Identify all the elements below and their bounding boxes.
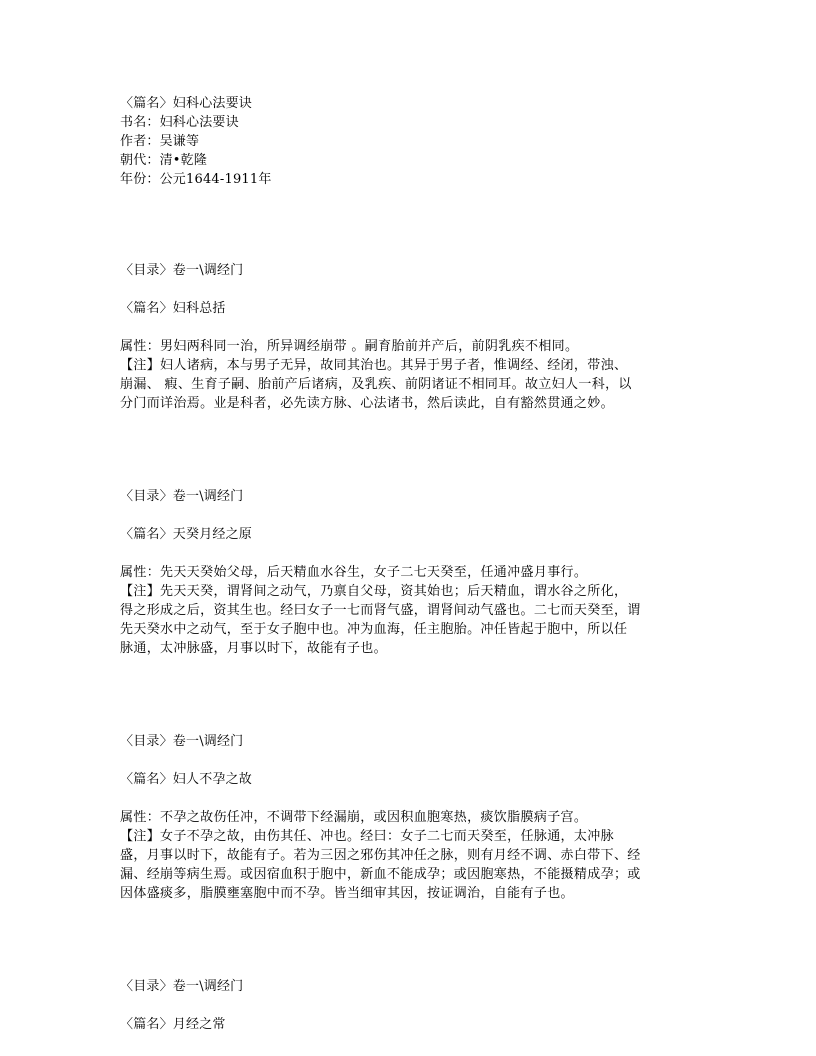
body-line: 【注】先天天癸，谓肾间之动气，乃禀自父母，资其始也；后天精血，谓水谷之所化， [120,584,628,599]
section-yuejing-zhichang [120,977,680,1034]
section-title: 〈篇名〉天癸月经之原 [120,527,253,542]
section-furen-buyun [120,732,680,903]
header-dynasty: 朝代：清•乾隆 [120,153,208,168]
body-line: 属性：不孕之故伤任冲，不调带下经漏崩，或因积血胞寒热，痰饮脂膜病子宫。 [120,810,588,825]
body-line: 得之形成之后，资其生也。经曰女子一七而肾气盛，谓肾间动气盛也。二七而天癸至，谓 [120,603,641,618]
body-line: 【注】妇人诸病，本与男子无异，故同其治也。其异于男子者，惟调经、经闭，带浊、 [120,358,628,373]
header-book-name: 书名：妇科心法要诀 [120,115,239,130]
body-line: 崩漏、 瘕、生育子嗣、胎前产后诸病，及乳疾、前阴诸证不相同耳。故立妇人一科，以 [120,377,632,392]
body-line: 属性：男妇两科同一治，所异调经崩带 。嗣育胎前并产后，前阴乳疾不相同。 [120,339,579,354]
section-tiangui-yuejing [120,487,680,658]
section-title: 〈篇名〉妇科总括 [120,301,226,316]
section-toc: 〈目录〉卷一\调经门 [120,489,244,504]
document-page [120,94,680,1034]
header-year: 年份：公元1644-1911年 [120,172,272,187]
section-title: 〈篇名〉月经之常 [120,1017,226,1032]
body-line: 先天癸水中之动气，至于女子胞中也。冲为血海，任主胞胎。冲任皆起于胞中，所以任 [120,622,628,637]
body-line: 脉通，太冲脉盛，月事以时下，故能有子也。 [120,641,388,656]
body-line: 漏、经崩等病生焉。或因宿血积于胞中，新血不能成孕；或因胞寒热，不能摄精成孕；或 [120,867,641,882]
section-body [120,337,680,413]
section-body [120,808,680,903]
header-author: 作者：吴谦等 [120,134,200,149]
book-header [120,94,680,189]
section-toc: 〈目录〉卷一\调经门 [120,263,244,278]
body-line: 分门而详治焉。业是科者，必先读方脉、心法诸书，然后读此，自有豁然贯通之妙。 [120,396,614,411]
header-chapter-name: 〈篇名〉妇科心法要诀 [120,96,253,111]
body-line: 属性：先天天癸始父母，后天精血水谷生，女子二七天癸至，任通冲盛月事行。 [120,565,588,580]
body-line: 盛，月事以时下，故能有子。若为三因之邪伤其冲任之脉，则有月经不调、赤白带下、经 [120,848,641,863]
body-line: 【注】女子不孕之故，由伤其任、冲也。经曰：女子二七而天癸至，任脉通，太冲脉 [120,829,614,844]
section-body [120,563,680,658]
section-toc: 〈目录〉卷一\调经门 [120,979,244,994]
section-title: 〈篇名〉妇人不孕之故 [120,772,253,787]
body-line: 因体盛痰多，脂膜壅塞胞中而不孕。皆当细审其因，按证调治，自能有子也。 [120,886,574,901]
section-toc: 〈目录〉卷一\调经门 [120,734,244,749]
section-fuke-zongkuo [120,261,680,413]
